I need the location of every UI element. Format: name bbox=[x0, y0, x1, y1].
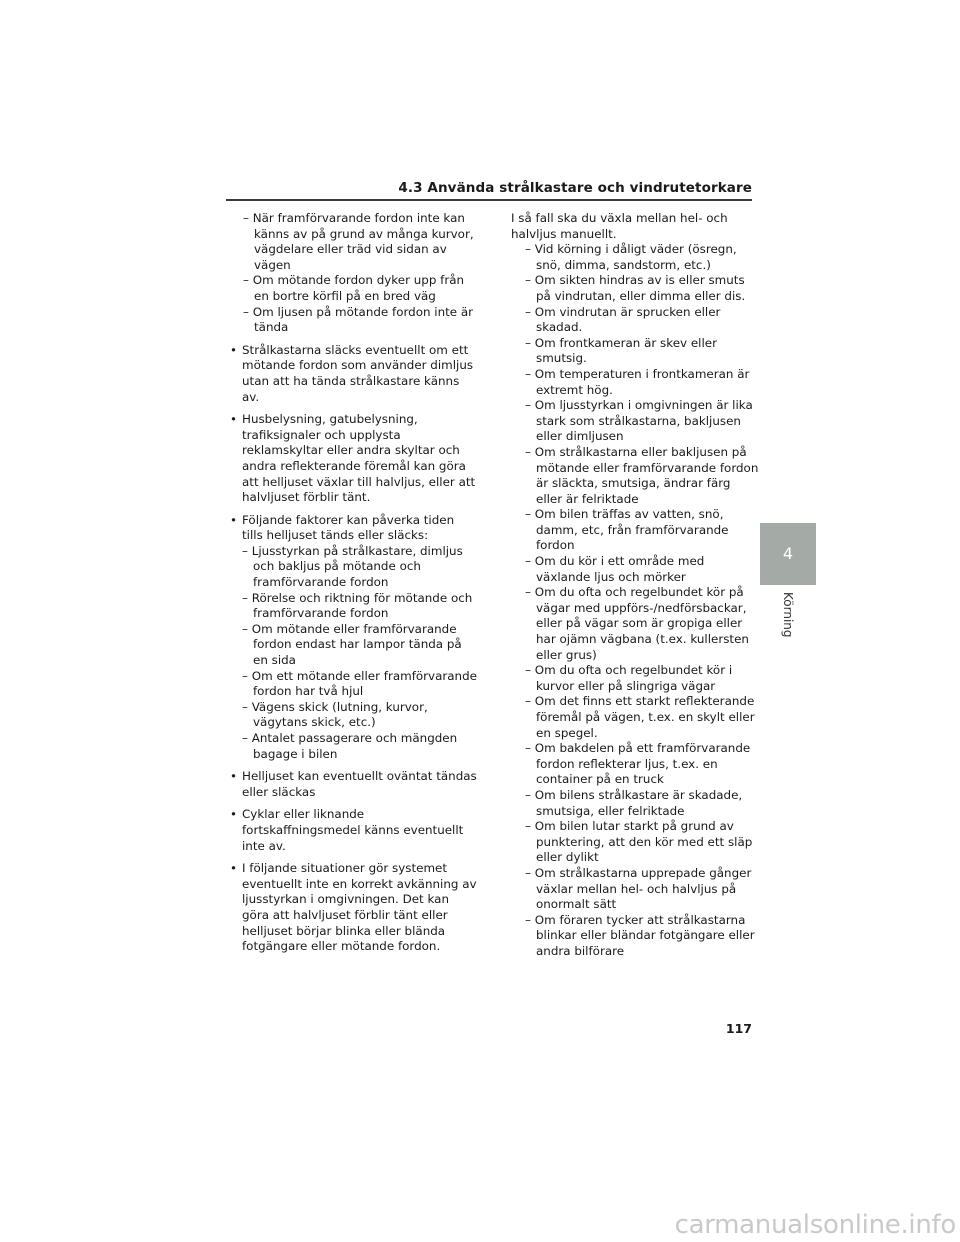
chapter-tab-label: Körning bbox=[781, 592, 795, 638]
list-item: – Om vindrutan är sprucken eller skadad. bbox=[525, 304, 721, 335]
watermark: carmanualsonline.info bbox=[674, 1210, 956, 1240]
bullet-text: I följande situationer gör systemet eventuellt inte en korrekt avkänning av ljusstyrkan i omgivningen. Det kan göra att halvljuset förblir tänt eller helljuset börjar blinka eller blända fotgängare eller mötande fordon. bbox=[242, 861, 477, 954]
bullet-item bbox=[228, 861, 478, 955]
sub-item: – Om ett mötande eller framförvarande fordon har två hjul bbox=[242, 668, 477, 699]
list-item: – Om bakdelen på ett framförvarande fordon reflekterar ljus, t.ex. en container på en truck bbox=[525, 741, 751, 787]
list-item: – Om sikten hindras av is eller smuts på vindrutan, eller dimma eller dis. bbox=[525, 273, 746, 303]
list-item: – Om strålkastarna upprepade gånger växlar mellan hel- och halvljus på onormalt sätt bbox=[525, 865, 752, 912]
list-item: – Om bilen lutar starkt på grund av punktering, att den kör med ett släp eller dylikt bbox=[525, 819, 753, 865]
sub-item: – Vägens skick (lutning, kurvor, vägytans skick, etc.) bbox=[242, 699, 428, 730]
bullet-item bbox=[228, 513, 478, 544]
header-rule bbox=[226, 199, 752, 201]
list-item: – Om du ofta och regelbundet kör på vägar med uppförs-/nedförsbackar, eller på vägar som är gropiga eller har ojämn vägbana (t.ex. kullersten eller grus) bbox=[525, 585, 749, 662]
sub-item: – Antalet passagerare och mängden bagage i bilen bbox=[242, 731, 458, 761]
page-number: 117 bbox=[725, 1021, 752, 1036]
list-item: – När framförvarande fordon inte kan känns av på grund av många kurvor, vägdelare eller träd vid sidan av vägen bbox=[243, 211, 474, 272]
list-item: – Om frontkameran är skev eller smutsig. bbox=[525, 335, 717, 366]
sub-item: – Ljusstyrkan på strålkastare, dimljus och bakljus på mötande och framförvarande fordon bbox=[242, 543, 463, 590]
bullet-text: Strålkastarna släcks eventuellt om ett mötande fordon som använder dimljus utan att ha tända strålkastare känns av. bbox=[242, 342, 474, 404]
right-column bbox=[511, 211, 759, 960]
list-item: – Om du kör i ett område med växlande ljus och mörker bbox=[525, 554, 705, 584]
list-item: – Om temperaturen i frontkameran är extremt hög. bbox=[525, 366, 750, 397]
left-column bbox=[228, 211, 478, 959]
list-item: – Om strålkastarna eller bakljusen på mötande eller framförvarande fordon är släckta, smutsiga, ändrar färg eller är felriktade bbox=[525, 444, 759, 506]
chapter-tab: 4 bbox=[760, 523, 816, 585]
list-item: – Om ljusstyrkan i omgivningen är lika stark som strålkastarna, bakljusen eller dimljusen bbox=[525, 398, 753, 444]
bullet-item bbox=[228, 343, 478, 405]
bullet-item bbox=[228, 412, 478, 506]
list-item: – Om bilens strålkastare är skadade, smutsiga, eller felriktade bbox=[525, 787, 743, 818]
list-item: – Om det finns ett starkt reflekterande föremål på vägen, t.ex. en skylt eller en spegel. bbox=[525, 694, 755, 740]
sub-item: – Om mötande eller framförvarande fordon endast har lampor tända på en sida bbox=[242, 621, 462, 668]
section-header: 4.3 Använda strålkastare och vindrutetorkare bbox=[398, 180, 752, 196]
bullet-text: Följande faktorer kan påverka tiden tills helljuset tänds eller släcks: bbox=[242, 512, 455, 543]
bullet-item bbox=[228, 769, 478, 800]
list-item: – Om bilen träffas av vatten, snö, damm, etc, från framförvarande fordon bbox=[525, 507, 729, 553]
list-item: – Om ljusen på mötande fordon inte är tända bbox=[243, 304, 474, 335]
list-item: – Om mötande fordon dyker upp från en bortre körfil på en bred väg bbox=[243, 273, 465, 303]
intro-paragraph: I så fall ska du växla mellan hel- och halvljus manuellt. bbox=[511, 211, 728, 241]
sub-item: – Rörelse och riktning för mötande och framförvarande fordon bbox=[242, 590, 473, 621]
list-item: – Om du ofta och regelbundet kör i kurvor eller på slingriga vägar bbox=[525, 663, 733, 693]
list-item: – Om föraren tycker att strålkastarna blinkar eller bländar fotgängare eller andra bilförare bbox=[525, 912, 755, 958]
bullet-text: Cyklar eller liknande fortskaffningsmedel känns eventuellt inte av. bbox=[242, 807, 464, 853]
bullet-text: Helljuset kan eventuellt oväntat tändas eller släckas bbox=[242, 769, 477, 799]
bullet-item bbox=[228, 807, 478, 854]
bullet-text: Husbelysning, gatubelysning, trafiksignaler och upplysta reklamskyltar eller andra skyltar och andra reflekterande föremål kan göra att helljuset växlar till halvljus, eller att halvljuset förblir tänt. bbox=[242, 412, 476, 505]
list-item: – Vid körning i dåligt väder (ösregn, snö, dimma, sandstorm, etc.) bbox=[525, 242, 737, 272]
